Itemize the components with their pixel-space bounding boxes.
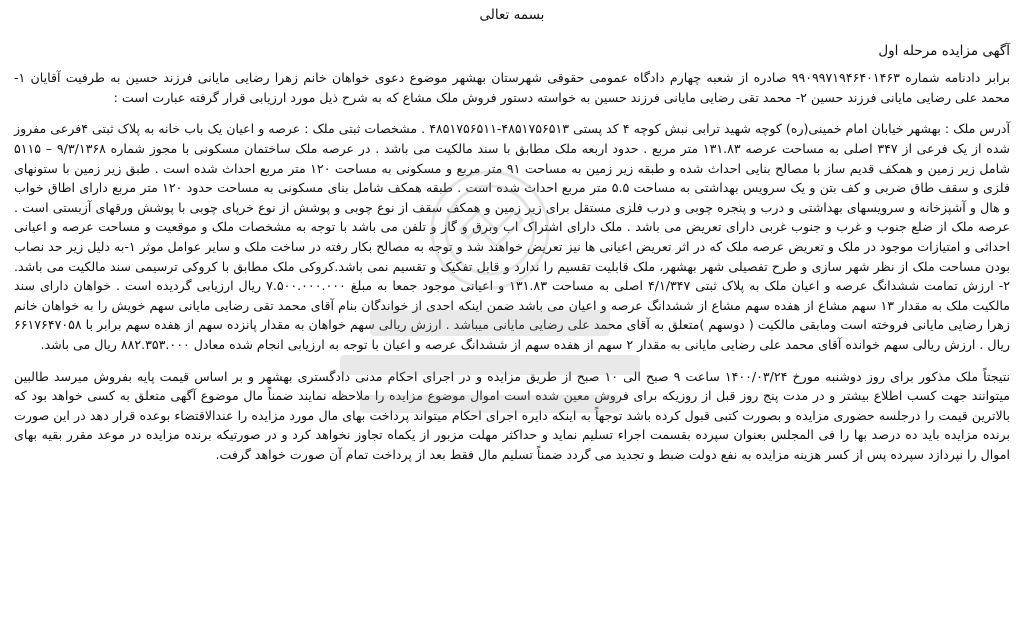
notice-heading: آگهی مزایده مرحله اول (878, 42, 1010, 59)
notice-paragraph-property: آدرس ملک : بهشهر خیابان امام خمینی(ره) کوچه شهید ترابی نبش کوچه ۴ کد پستی ۴۸۵۱۷۵۶۵۱۳-۴۸۵۱۷۵۶۵۱۱ . مشخصات ثبتی ملک : عرصه و اعیان یک باب خانه به پلاک ثبتی ۴فرعی مفروز شده از یک فرعی از ۳۴۷ اصلی به مساحت عرصه ۱۳۱.۸۳ متر مربع . حدود اربعه ملک مطابق با سند مالکیت می باشد . در عرصه ملک ساختمان مسکونی با مجوز شماره ۹/۳/۱۳۶۸ – ۵۱۱۵ شامل زیر زمین و همکف قدیم ساز با مصالح بنایی احداث شده و طبقه زیر زمین به مساحت ۹۱ متر مربع و مسکونی به مساحت ۱۲۰ متر مربع احداث شده است . طبق زیر زمین با ستونهای فلزی و سقف طاق ضربی و کف بتن و یک سرویس بهداشتی به مساحت ۵.۵ متر مربع احداث شده است . طبقه همکف شامل بنای مسکونی به مساحت حدود ۱۲۰ متر مربع دارای اطاق خواب و هال و آشپزخانه و سرویسهای بهداشتی و درب و پنجره چوبی و درب فلزی مستقل برای زیر زمین و همکف سقف از نوع چوبی و پوشش از نوع خرپای چوبی با پوشش ورقهای آزبستی است . عرصه ملک از ضلع جنوب و غرب و جنوب غربی دارای تعریض می باشد . ملک دارای اشتراک اب وبرق و گاز و تلفن می باشد با توجه به مشخصات ملک و موقعیت و مساحت عرصه و اعیانی احداثی و امتیازات موجود در ملک و تعریض عرصه ملک که در اثر تعریض اعیانی ها نیز تعریض خواهند شد و توجه به مصالح بکار رفته در ساخت ملک و سایر عوامل موثر ۱-به دلیل زیر حد نصاب بودن مساحت ملک از نظر شهر سازی و طرح تفصیلی شهر بهشهر، ملک قابلیت تقسیم را ندارد و قابل تفکیک و تقسیم نمی باشد.کروکی ملک مطابق با کروکی ترسیمی سند مالکیت می باشد. ۲- ارزش تمامت ششدانگ عرصه و اعیان ملک به پلاک ثبتی ۴/۱/۳۴۷ اصلی به مساحت ۱۳۱.۸۳ و اعیانی موجود جمعا به مبلغ ۷.۵۰۰.۰۰۰.۰۰۰ ریال ارزیابی گردیده است . خواهان دارای سند مالکیت ملک به مقدار ۱۳ سهم مشاع از هفده سهم مشاع از ششدانگ عرصه و اعیان می باشد ضمن اینکه احدی از خواندگان بنام آقای محمد تقی رضایی مایانی سهم خویش را به خواهان خانم زهرا رضایی مایانی فروخته است ومابقی مالکیت ( دوسهم )متعلق به آقای محمد علی رضایی مایانی میباشد . ارزش ریالی سهم خواهان به مقدار پانزده سهم از هفده سهم برابر با ۶۶۱۷۶۴۷۰۵۸ ریال . ارزش ریالی سهم خوانده آقای محمد علی رضایی مایانی به مقدار ۲ سهم از هفده سهم از ششدانگ عرصه و اعیان با توجه به ارزیابی انجام شده معادل ۸۸۲.۳۵۳.۰۰۰ ریال می باشد. (14, 121, 1011, 352)
document-title: بسمه تعالی (479, 7, 545, 23)
notice-paragraph-auction-terms: نتیجتاً ملک مذکور برای روز دوشنبه مورخ ۱۴۰۰/۰۳/۲۴ ساعت ۹ صبح الی ۱۰ صبح از طریق مزایده و در اجرای احکام مدنی دادگستری بهشهر و بر اساس قیمت پایه بفروش میرسد طالبین میتوانند جهت کسب اطلاع بیشتر و در مدت پنج روز قبل از روزیکه برای فروش معین شده است اموال موضوع مزایده را ملاحظه نمایند ضمناً مال موضوع آگهی متعلق به کسی خواهد بود که بالاترین قیمت را درجلسه حضوری مزایده و بصورت کتبی قبول کرده باشد توجهاً به اینکه دایره اجرای احکام میتواند پرداخت بهای مال مورد مزایده را عندالاقتضاء بوعده قرار دهد در این صورت برنده مزایده باید ده درصد بها را فی المجلس بعنوان سپرده بقسمت اجراء تسلیم نماید و حداکثر مهلت مزبور از یکماه تجاوز نخواهد کرد و در صورتیکه برنده مزایده در موعد مقرر بقیه بهای اموال را نپردازد سپرده پس از کسر هزینه مزایده به نفع دولت ضبط و تجدید می گردد ضمناً تسلیم مال فقط بعد از پرداخت تمام آن صورت خواهد گرفت. (14, 368, 1011, 462)
notice-paragraph-intro: برابر دادنامه شماره ۹۹۰۹۹۷۱۹۴۶۴۰۱۴۶۳ صادره از شعبه چهارم دادگاه عمومی حقوقی شهرستان بهشهر موضوع دعوی خواهان خانم زهرا رضایی مایانی فرزند حسین به طرفیت آقایان ۱- محمد علی رضایی مایانی فرزند حسین ۲- محمد تقی رضایی مایانی فرزند حسین به خواسته دستور فروش ملک مشاع که به شرح ذیل مورد ارزیابی قرار گرفته عبارت است : (14, 70, 1010, 105)
